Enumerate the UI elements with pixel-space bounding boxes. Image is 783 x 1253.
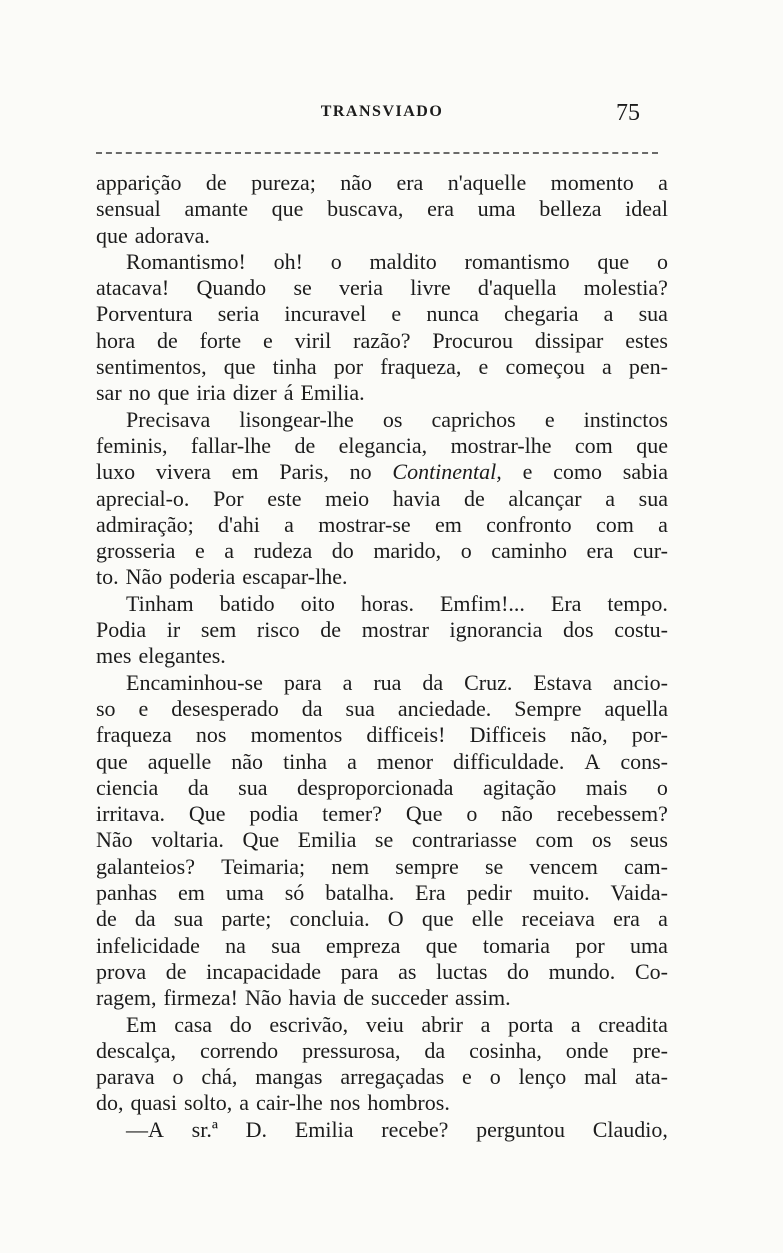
- text-line: ragem, firmeza! Não havia de succeder assim.: [96, 985, 511, 1011]
- text-line: grosseria e a rudeza do marido, o caminho era cur-: [96, 538, 668, 564]
- text-line: panhas em uma só batalha. Era pedir muito. Vaida-: [96, 880, 668, 906]
- text-line: feminis, fallar-lhe de elegancia, mostrar-lhe com que: [96, 432, 668, 458]
- text-line: Precisava lisongear-lhe os caprichos e instinctos: [126, 406, 668, 432]
- text-line: fraqueza nos momentos difficeis! Difficeis não, por-: [96, 722, 668, 748]
- body-text: [96, 170, 668, 1143]
- text-line: apparição de pureza; não era n'aquelle momento a: [96, 170, 668, 195]
- text-line: prova de incapacidade para as luctas do mundo. Co-: [96, 958, 668, 984]
- text-line: sensual amante que buscava, era uma belleza ideal: [96, 196, 668, 222]
- text-line: aprecial-o. Por este meio havia de alcançar a sua: [96, 485, 668, 511]
- text-line: infelicidade na sua empreza que tomaria por uma: [96, 932, 668, 958]
- text-line: to. Não poderia escapar-lhe.: [96, 564, 348, 590]
- text-line: atacava! Quando se veria livre d'aquella molestia?: [96, 275, 668, 301]
- text-line: Porventura seria incuravel e nunca chegaria a sua: [96, 301, 668, 327]
- text-line: Romantismo! oh! o maldito romantismo que o: [126, 248, 668, 274]
- text-line: Podia ir sem risco de mostrar ignorancia dos costu-: [96, 617, 668, 643]
- text-line: de da sua parte; concluia. O que elle receiava era a: [96, 906, 668, 932]
- text-line: so e desesperado da sua anciedade. Sempre aquella: [96, 695, 668, 721]
- text-line: que adorava.: [96, 222, 210, 248]
- page-number: 75: [616, 100, 640, 126]
- text-line: sentimentos, que tinha por fraqueza, e começou a pen-: [96, 354, 668, 380]
- text-line: sar no que iria dizer á Emilia.: [96, 380, 365, 406]
- text-line: hora de forte e viril razão? Procurou dissipar estes: [96, 327, 668, 353]
- text-line: Em casa do escrivão, veiu abrir a porta a creadita: [126, 1011, 668, 1037]
- text-line: que aquelle não tinha a menor difficuldade. A cons-: [96, 748, 668, 774]
- text-line: mes elegantes.: [96, 643, 226, 669]
- text-line: ciencia da sua desproporcionada agitação mais o: [96, 774, 668, 800]
- text-line: descalça, correndo pressurosa, da cosinha, onde pre-: [96, 1037, 668, 1063]
- text-line: Tinham batido oito horas. Emfim!... Era tempo.: [126, 590, 668, 616]
- running-title: TRANSVIADO: [320, 103, 444, 120]
- text-line: —A sr.ª D. Emilia recebe? perguntou Claudio,: [126, 1116, 668, 1142]
- text-line: do, quasi solto, a cair-lhe nos hombros.: [96, 1090, 450, 1116]
- header-rule: [96, 152, 658, 154]
- text-line: galanteios? Teimaria; nem sempre se vencem cam-: [96, 853, 668, 879]
- text-line: parava o chá, mangas arregaçadas e o lenço mal ata-: [96, 1064, 668, 1090]
- text-line: irritava. Que podia temer? Que o não recebessem?: [96, 801, 668, 827]
- text-line: Não voltaria. Que Emilia se contrariasse com os seus: [96, 827, 668, 853]
- text-line: admiração; d'ahi a mostrar-se em confronto com a: [96, 511, 668, 537]
- text-line: luxo vivera em Paris, no Continental, e como sabia: [96, 459, 668, 485]
- text-line: Encaminhou-se para a rua da Cruz. Estava ancio-: [126, 669, 668, 695]
- running-head: [96, 100, 668, 124]
